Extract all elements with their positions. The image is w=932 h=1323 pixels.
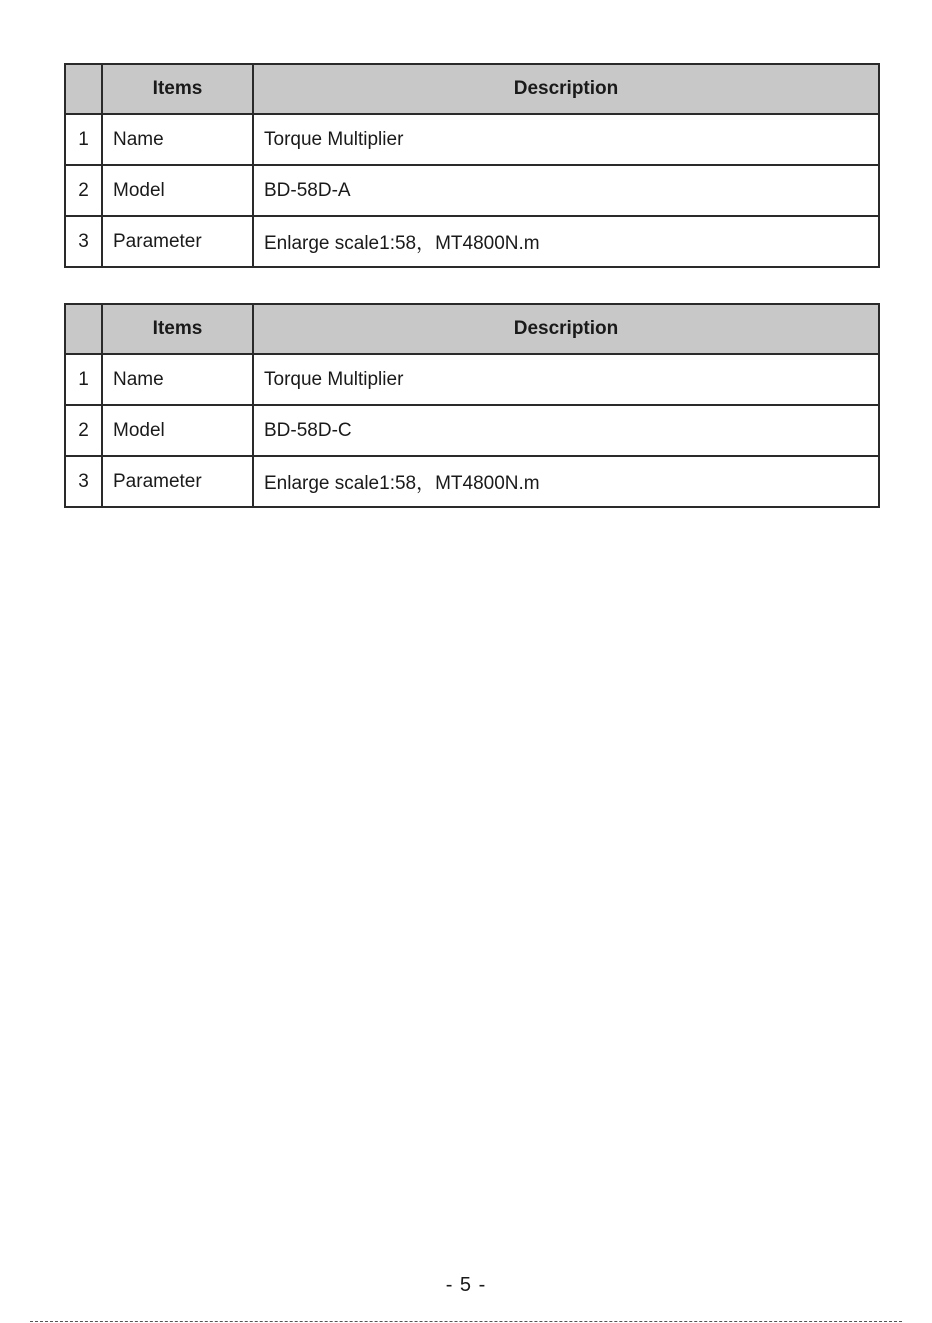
row-item: Name bbox=[102, 114, 253, 165]
row-item: Model bbox=[102, 165, 253, 216]
header-items-cell: Items bbox=[102, 64, 253, 114]
row-description: Enlarge scale1:58，MT4800N.m bbox=[253, 456, 879, 507]
header-description-cell: Description bbox=[253, 304, 879, 354]
row-number: 2 bbox=[65, 165, 102, 216]
row-number: 3 bbox=[65, 456, 102, 507]
bottom-divider bbox=[30, 1321, 902, 1322]
row-description: BD-58D-C bbox=[253, 405, 879, 456]
table-header-row bbox=[65, 304, 879, 354]
header-description-cell: Description bbox=[253, 64, 879, 114]
row-number: 1 bbox=[65, 114, 102, 165]
row-item: Name bbox=[102, 354, 253, 405]
table-row bbox=[65, 405, 879, 456]
spec-table-bd-58d-a bbox=[64, 63, 880, 268]
header-items-cell: Items bbox=[102, 304, 253, 354]
header-num-cell bbox=[65, 64, 102, 114]
row-number: 3 bbox=[65, 216, 102, 267]
row-description: Torque Multiplier bbox=[253, 354, 879, 405]
row-item: Model bbox=[102, 405, 253, 456]
header-num-cell bbox=[65, 304, 102, 354]
row-number: 1 bbox=[65, 354, 102, 405]
table-row bbox=[65, 216, 879, 267]
spec-table-bd-58d-c bbox=[64, 303, 880, 508]
table-row bbox=[65, 456, 879, 507]
row-number: 2 bbox=[65, 405, 102, 456]
row-description: Torque Multiplier bbox=[253, 114, 879, 165]
table-row bbox=[65, 354, 879, 405]
row-item: Parameter bbox=[102, 216, 253, 267]
page-number: - 5 - bbox=[445, 1274, 487, 1296]
table-row bbox=[65, 114, 879, 165]
row-item: Parameter bbox=[102, 456, 253, 507]
table-header-row bbox=[65, 64, 879, 114]
row-description: Enlarge scale1:58，MT4800N.m bbox=[253, 216, 879, 267]
row-description: BD-58D-A bbox=[253, 165, 879, 216]
table-row bbox=[65, 165, 879, 216]
